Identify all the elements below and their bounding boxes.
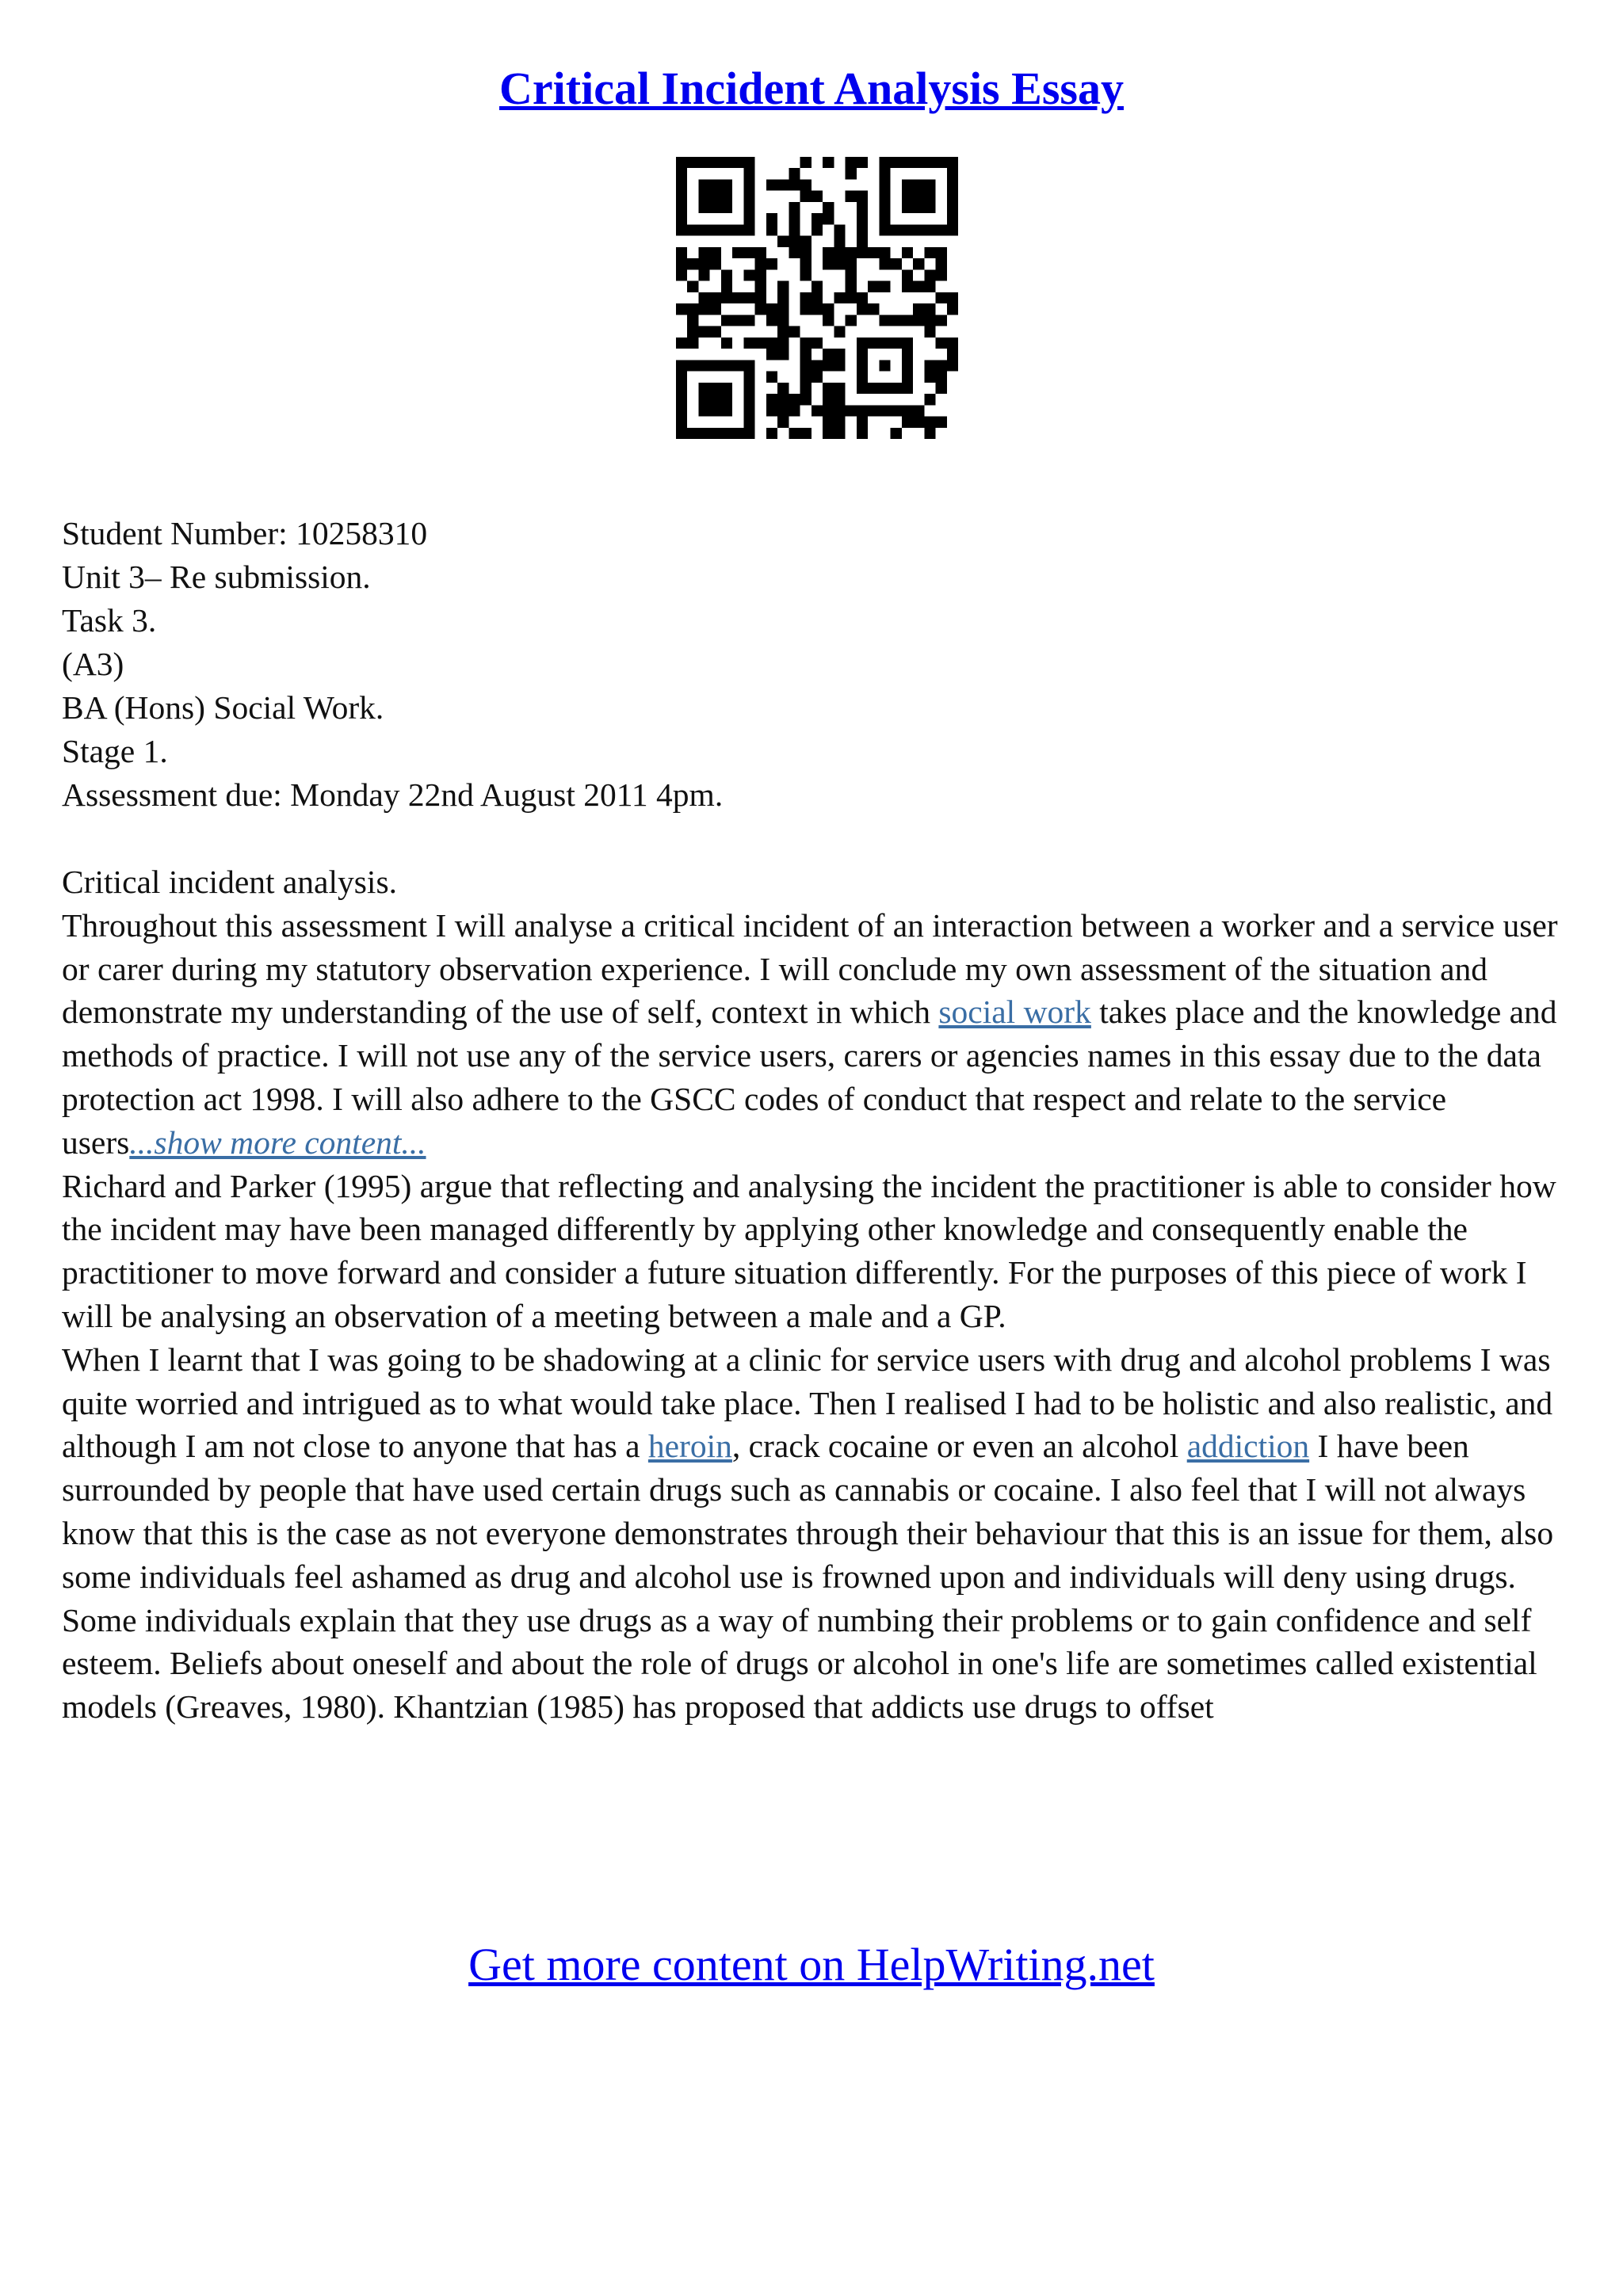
addiction-link[interactable]: addiction	[1186, 1428, 1310, 1465]
due-date-line: Assessment due: Monday 22nd August 2011 4pm.	[62, 776, 724, 813]
course-line: BA (Hons) Social Work.	[62, 689, 384, 726]
paragraph-text: , crack cocaine or even an alcohol	[731, 1428, 1187, 1465]
student-details	[62, 512, 1568, 817]
paragraph-reflection: Richard and Parker (1995) argue that reflecting and analysing the incident the practitioner is able to consider how the incident may have been managed differently by applying other knowledge and consequently enable the practitioner to move forward and consider a future situation differently. For the purposes of this piece of work I will be analysing an observation of a meeting between a male and a GP.	[62, 1167, 1556, 1334]
paragraph-text: I have been surrounded by people that have used certain drugs such as cannabis or cocaine. I also feel that I will not always know that this is the case as not everyone demonstrates through their behaviour that this is an issue for them, also some individuals feel ashamed as drug and alcohol use is frowned upon and individuals will deny using drugs. Some individuals explain that they use drugs as a way of numbing their problems or to gain confidence and self esteem. Beliefs about oneself and about the role of drugs or alcohol in one's life are sometimes called existential models (Greaves, 1980). Khantzian (1985) has proposed that addicts use drugs to offset	[62, 1428, 1554, 1726]
paragraph-text: Throughout this assessment I will analyse a critical incident of an interaction between a worker and a service user or carer during my statutory observation experience. I will conclude my own assessment of the situation and demonstrate my understanding of the use of self, context in which	[62, 906, 1558, 1031]
social-work-link[interactable]: social work	[938, 994, 1091, 1031]
essay-heading: Critical incident analysis.	[62, 864, 397, 900]
document-title-link[interactable]: Critical Incident Analysis Essay	[499, 63, 1124, 114]
stage-line: Stage 1.	[62, 733, 168, 769]
paragraph-text: When I learnt that I was going to be shadowing at a clinic for service users with drug and alcohol problems I was quite worried and intrigued as to what would take place. Then I realised I had to be holistic and also realistic, and although I am not close to anyone that has a	[62, 1341, 1553, 1465]
show-more-link[interactable]: ...show more content...	[129, 1123, 426, 1161]
paragraph-text: takes place and the knowledge and methods of practice. I will not use any of the service users, carers or agencies names in this essay due to the data protection act 1998. I will also adhere to the GSCC codes of conduct that respect and relate to the service users	[62, 994, 1557, 1161]
paragraph-observation	[62, 1338, 1568, 1729]
task-line: Task 3.	[62, 602, 157, 639]
helpwriting-footer-link[interactable]: Get more content on HelpWriting.net	[468, 1939, 1155, 1990]
code-line: (A3)	[62, 646, 124, 682]
paragraph-intro	[62, 904, 1568, 1165]
heroin-link[interactable]: heroin	[647, 1428, 732, 1465]
student-number: Student Number: 10258310	[62, 515, 428, 551]
qr-code-icon	[676, 157, 958, 439]
unit-line: Unit 3– Re submission.	[62, 559, 371, 595]
essay-body	[62, 860, 1568, 1729]
